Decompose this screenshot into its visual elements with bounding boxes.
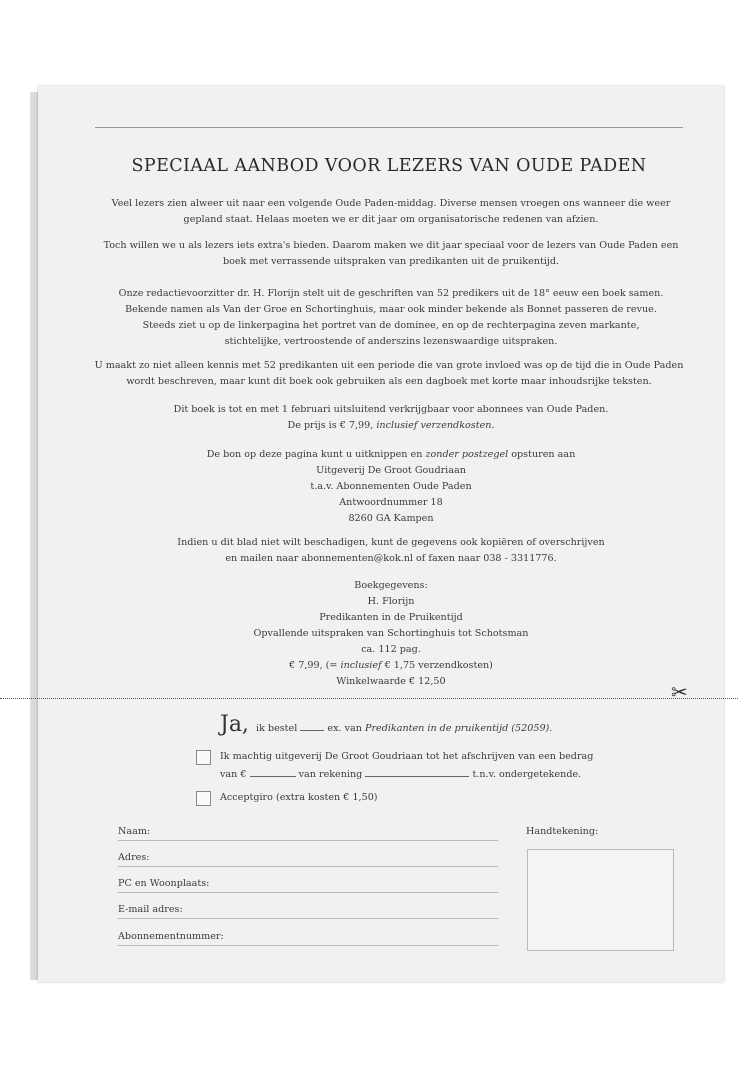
quantity-field[interactable] [300,720,324,731]
address-field[interactable] [118,848,498,867]
text-line: Dit boek is tot en met 1 februari uitsluitend verkrijgbaar voor abonnees van Oude Paden. [173,404,609,415]
text-line: gepland staat. Helaas moeten we er dit jaar om organisatorische redenen van afzien. [183,214,599,225]
book-details [96,578,686,690]
text-line: Steeds ziet u op de linkerpagina het portret van de dominee, en op de rechterpagina zeven markante, [142,320,640,331]
coupon-text: De bon op deze pagina kunt u uitknippen en [206,449,426,460]
text-line: Toch willen we u als lezers iets extra's bieden. Daarom maken we dit jaar speciaal voor de lezers van Oude Paden een [103,240,679,251]
top-rule [95,127,683,128]
coupon-italic-text: zonder postzegel [425,449,509,460]
book-detail-line: Predikanten in de Pruikentijd [319,612,463,623]
book-store-value: Winkelwaarde € 12,50 [336,676,446,687]
account-label: van rekening [298,769,363,780]
subscriber-number-label: Abonnementnummer: [118,931,224,942]
coupon-text-suffix: opsturen aan [508,449,576,460]
account-holder-text: t.n.v. ondergetekende. [472,769,582,780]
text-line: U maakt zo niet alleen kennis met 52 predikanten uit een periode die van grote invloed was op de tijd die in Oude Paden [94,360,684,371]
book-price-line [96,658,686,674]
offer-paragraph [96,238,686,270]
name-field[interactable] [118,822,498,841]
text-line: Indien u dit blad niet wilt beschadigen, kunt de gegevens ook kopiëren of overschrijven [177,537,605,548]
address-line: Antwoordnummer 18 [339,497,443,508]
name-label: Naam: [118,826,151,837]
cut-line [0,698,738,699]
order-line [220,712,620,737]
signature-label: Handtekening: [526,826,599,837]
price-text: De prijs is € 7,99, [287,420,377,431]
coupon-instructions [96,447,686,527]
order-text: ex. van [327,723,362,734]
book-price-suffix: € 1,75 verzendkosten) [381,660,493,671]
email-field[interactable] [118,900,498,919]
price-line [96,418,686,434]
address-line: Uitgeverij De Groot Goudriaan [316,465,466,476]
text-line: en mailen naar abonnementen@kok.nl of faxen naar 038 - 3311776. [225,553,557,564]
book-detail-line: ca. 112 pag. [361,644,421,655]
book-detail-line: H. Florijn [367,596,415,607]
acceptgiro-option [196,789,496,807]
amount-label: van € [220,769,247,780]
book-description-paragraph [96,286,686,350]
acceptgiro-label: Acceptgiro (extra kosten € 1,50) [220,792,378,803]
subscriber-number-field[interactable] [118,927,498,946]
book-price-text: € 7,99, (= [289,660,341,671]
direct-debit-details [220,766,616,784]
text-line: boek met verrassende uitspraken van predikanten uit de pruikentijd. [222,256,560,267]
amount-field[interactable] [250,766,296,777]
direct-debit-option [196,748,616,784]
text-line: Bekende namen als Van der Groe en Schortinghuis, maar ook minder bekende als Bonnet passeren de revue. [125,304,657,315]
book-title-italic: Predikanten in de pruikentijd (52059). [364,723,553,734]
signature-box[interactable] [527,849,674,951]
postcode-city-field[interactable] [118,874,498,893]
book-detail-line: Boekgegevens: [354,580,428,591]
address-label: Adres: [118,852,150,863]
usage-paragraph [86,358,692,390]
acceptgiro-checkbox[interactable] [196,791,211,806]
page-title: SPECIAAL AANBOD VOOR LEZERS VAN OUDE PADEN [131,156,647,176]
address-line: 8260 GA Kampen [348,513,434,524]
book-detail-line: Opvallende uitspraken van Schortinghuis tot Schotsman [253,628,529,639]
text-line: wordt beschreven, maar kunt dit boek ook gebruiken als een dagboek met korte maar inhoudsrijke teksten. [126,376,652,387]
email-label: E-mail adres: [118,904,183,915]
direct-debit-checkbox[interactable] [196,750,211,765]
intro-paragraph [96,196,686,228]
text-line: Onze redactievoorzitter dr. H. Florijn stelt uit de geschriften van 52 predikers uit de 18° eeuw een boek samen. [118,288,664,299]
alternative-order-paragraph [96,535,686,567]
ja-label: Ja, [220,712,249,737]
coupon-line [96,447,686,463]
text-line: stichtelijke, vertroostende of anderszins lezenswaardige uitspraken. [224,336,558,347]
postcode-city-label: PC en Woonplaats: [118,878,210,889]
direct-debit-label: Ik machtig uitgeverij De Groot Goudriaan tot het afschrijven van een bedrag [220,751,594,762]
order-text: ik bestel [256,723,298,734]
availability-paragraph [96,402,686,434]
scissors-icon: ✂ [671,680,688,704]
text-line: Veel lezers zien alweer uit naar een volgende Oude Paden-middag. Diverse mensen vroegen ons wanneer die weer [111,198,671,209]
address-line: t.a.v. Abonnementen Oude Paden [310,481,472,492]
book-price-italic: inclusief [340,660,382,671]
price-italic-text: inclusief verzendkosten. [376,420,495,431]
account-field[interactable] [365,766,469,777]
